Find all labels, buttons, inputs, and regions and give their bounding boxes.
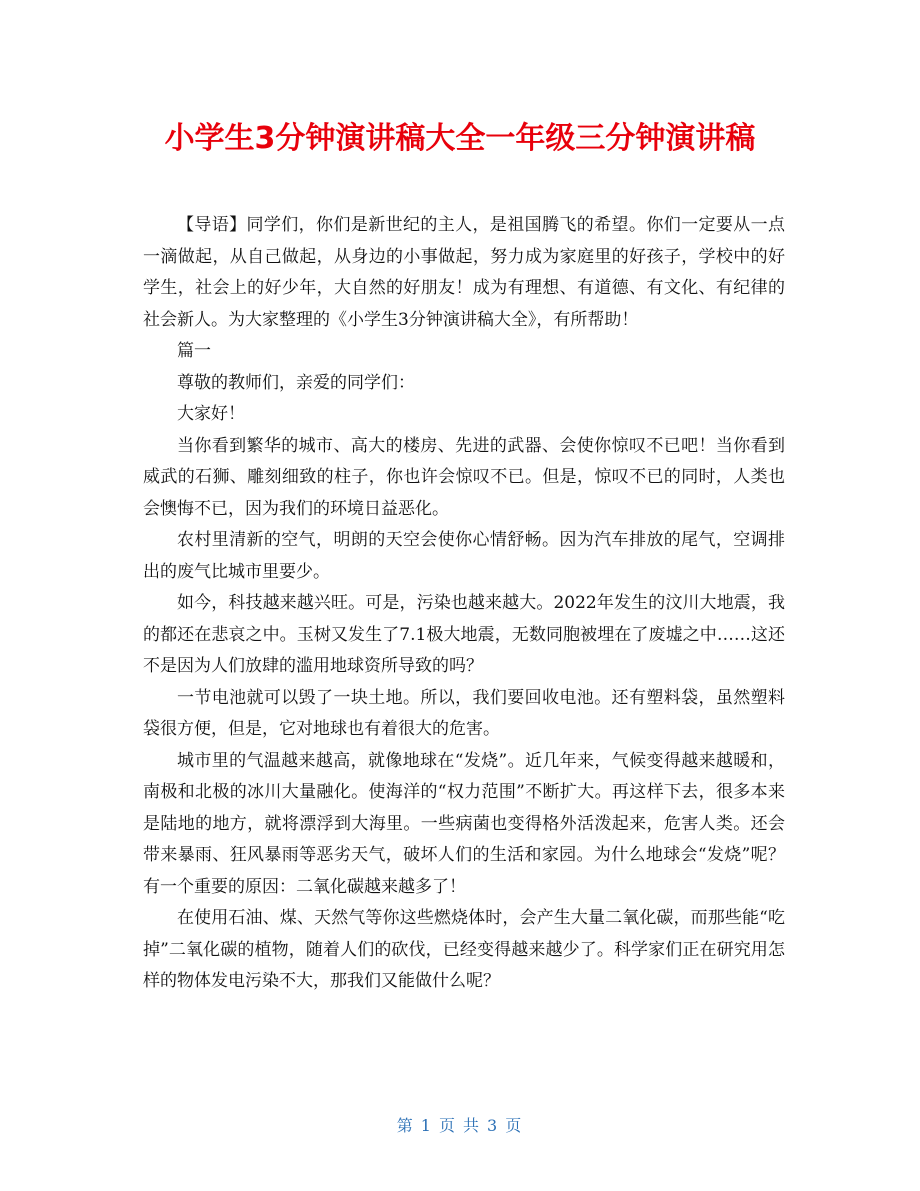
paragraph-greeting: 大家好！ bbox=[177, 404, 245, 424]
paragraph-salutation: 尊敬的教师们，亲爱的同学们： bbox=[177, 372, 415, 393]
footer-prefix: 第 bbox=[396, 1116, 415, 1135]
paragraph-section-heading: 篇一 bbox=[177, 341, 211, 361]
footer-page-label: 页 bbox=[438, 1116, 457, 1135]
paragraph: 城市里的气温越来越高，就像地球在“发烧”。近几年来，气候变得越来越暖和，南极和北极的冰川大量融化。使海洋的“权力范围”不断扩大。再这样下去，很多本来是陆地的地方，就将漂浮到大海里。一些病菌也变得格外活泼起来，危害人类。还会带来暴雨、狂风暴雨等恶劣天气，破坏人们的生活和家园。为什么地球会“发烧”呢？有一个重要的原因：二氧化碳越来越多了！ bbox=[143, 750, 785, 897]
footer-total-label: 共 bbox=[463, 1116, 482, 1135]
paragraph: 农村里清新的空气，明朗的天空会使你心情舒畅。因为汽车排放的尾气，空调排出的废气比城市里要少。 bbox=[143, 530, 785, 582]
paragraph: 在使用石油、煤、天然气等你这些燃烧体时，会产生大量二氧化碳，而那些能“吃掉”二氧化碳的植物，随着人们的砍伐，已经变得越来越少了。科学家们正在研究用怎样的物体发电污染不大，那我们又能做什么呢？ bbox=[143, 908, 785, 991]
paragraph-intro: 【导语】同学们，你们是新世纪的主人，是祖国腾飞的希望。你们一定要从一点一滴做起，从自己做起，从身边的小事做起，努力成为家庭里的好孩子，学校中的好学生，社会上的好少年，大自然的好朋友！成为有理想、有道德、有文化、有纪律的社会新人。为大家整理的《小学生3分钟演讲稿大全》，有所帮助！ bbox=[143, 215, 785, 330]
page-footer bbox=[0, 1113, 920, 1136]
paragraph: 一节电池就可以毁了一块土地。所以，我们要回收电池。还有塑料袋，虽然塑料袋很方便，但是，它对地球也有着很大的危害。 bbox=[143, 687, 785, 739]
page-title: 小学生3分钟演讲稿大全一年级三分钟演讲稿 bbox=[164, 121, 756, 156]
footer-suffix: 页 bbox=[505, 1116, 524, 1135]
footer-total-pages: 3 bbox=[487, 1116, 500, 1135]
paragraph: 如今，科技越来越兴旺。可是，污染也越来越大。2022年发生的汶川大地震，我的都还在悲哀之中。玉树又发生了7.1极大地震，无数同胞被埋在了废墟之中……这还不是因为人们放肆的滥用地球资所导致的吗？ bbox=[143, 593, 785, 676]
footer-page-number: 1 bbox=[420, 1116, 433, 1135]
paragraph: 当你看到繁华的城市、高大的楼房、先进的武器、会使你惊叹不已吧！当你看到威武的石狮、雕刻细致的柱子，你也许会惊叹不已。但是，惊叹不已的同时，人类也会懊悔不已，因为我们的环境日益恶化。 bbox=[143, 435, 785, 519]
document-body bbox=[143, 210, 785, 998]
